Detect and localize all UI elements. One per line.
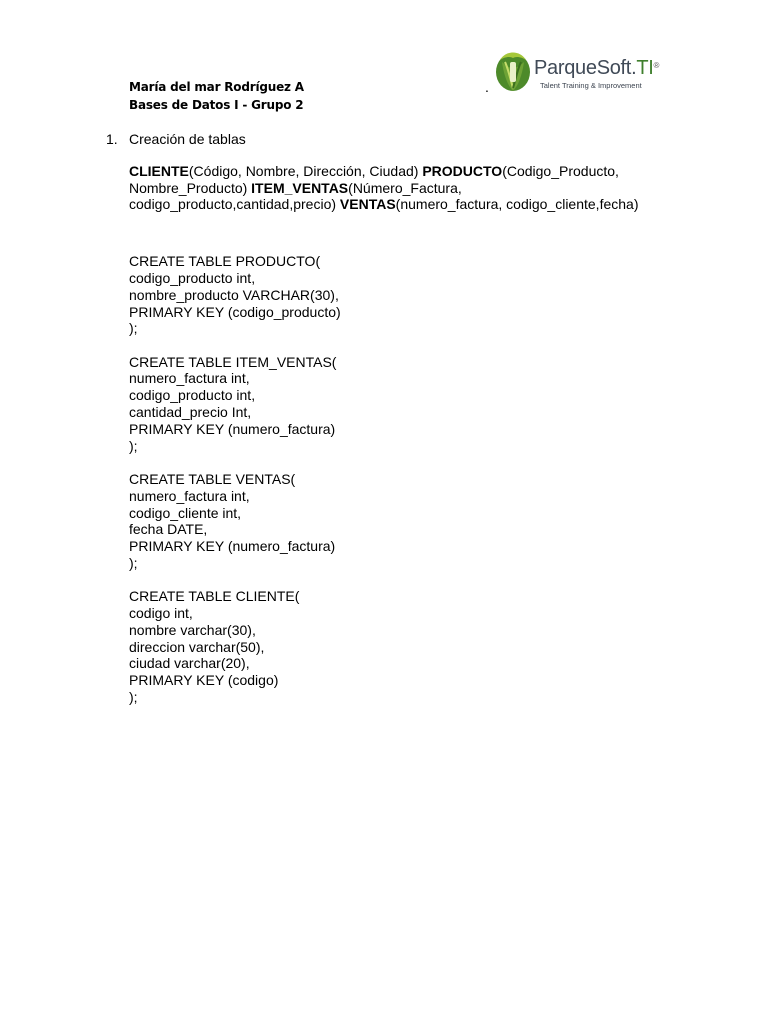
parquesoft-logo <box>490 48 665 96</box>
header-dot: . <box>485 79 489 95</box>
sql-block-cliente <box>129 588 666 706</box>
sql-line: ); <box>129 320 138 337</box>
document-header <box>129 78 304 114</box>
sql-line: nombre varchar(30), <box>129 621 256 638</box>
brand-suffix: TI <box>636 57 654 79</box>
sql-block-producto <box>129 253 666 337</box>
sql-line: numero_factura int, <box>129 487 250 504</box>
sql-line: ); <box>129 689 138 706</box>
document-body <box>106 131 666 722</box>
author-name: María del mar Rodríguez A <box>129 80 304 94</box>
sql-line: CREATE TABLE PRODUCTO( <box>129 253 321 270</box>
schema-table-name: ITEM_VENTAS <box>251 179 349 196</box>
brand-main: ParqueSoft. <box>534 57 637 79</box>
sql-line: direccion varchar(50), <box>129 638 265 655</box>
schema-table-name: CLIENTE <box>129 162 189 179</box>
section-title: Creación de tablas <box>129 131 246 147</box>
sql-line: fecha DATE, <box>129 521 208 538</box>
sql-line: PRIMARY KEY (numero_factura) <box>129 420 336 437</box>
sql-line: codigo_producto int, <box>129 387 256 404</box>
brand-name <box>534 57 659 79</box>
sql-line: PRIMARY KEY (codigo_producto) <box>129 303 341 320</box>
schema-table-fields: (Codigo_Producto, Nombre_Producto) <box>129 162 619 196</box>
sql-statements <box>129 253 666 706</box>
section-number: 1. <box>106 131 118 147</box>
schema-table-fields: (numero_factura, codigo_cliente,fecha) <box>395 196 639 213</box>
schema-table-fields: (Código, Nombre, Dirección, Ciudad) <box>188 162 423 179</box>
schema-description <box>129 163 666 213</box>
course-name: Bases de Datos I - Grupo 2 <box>129 98 304 112</box>
sql-line: codigo int, <box>129 605 193 622</box>
sql-line: PRIMARY KEY (numero_factura) <box>129 538 336 555</box>
registered-mark: ® <box>653 61 660 70</box>
sql-line: ); <box>129 554 138 571</box>
sql-line: ciudad varchar(20), <box>129 655 250 672</box>
sql-line: CREATE TABLE ITEM_VENTAS( <box>129 353 337 370</box>
sql-line: ); <box>129 437 138 454</box>
sql-line: CREATE TABLE VENTAS( <box>129 470 296 487</box>
sql-line: cantidad_precio Int, <box>129 404 252 421</box>
brand-tagline: Talent Training & Improvement <box>540 81 642 90</box>
section-heading <box>106 131 666 148</box>
sql-block-ventas <box>129 471 666 572</box>
sql-line: nombre_producto VARCHAR(30), <box>129 286 339 303</box>
sql-line: numero_factura int, <box>129 370 250 387</box>
sql-block-item-ventas <box>129 354 666 455</box>
sql-line: PRIMARY KEY (codigo) <box>129 672 279 689</box>
sql-line: codigo_cliente int, <box>129 504 242 521</box>
sql-line: CREATE TABLE CLIENTE( <box>129 588 300 605</box>
schema-table-name: PRODUCTO <box>422 162 503 179</box>
leaf-logo-icon <box>490 48 536 92</box>
sql-line: codigo_producto int, <box>129 269 256 286</box>
schema-table-name: VENTAS <box>339 196 396 213</box>
schema-table-fields: (Número_Factura, codigo_producto,cantidad,precio) <box>129 179 462 213</box>
